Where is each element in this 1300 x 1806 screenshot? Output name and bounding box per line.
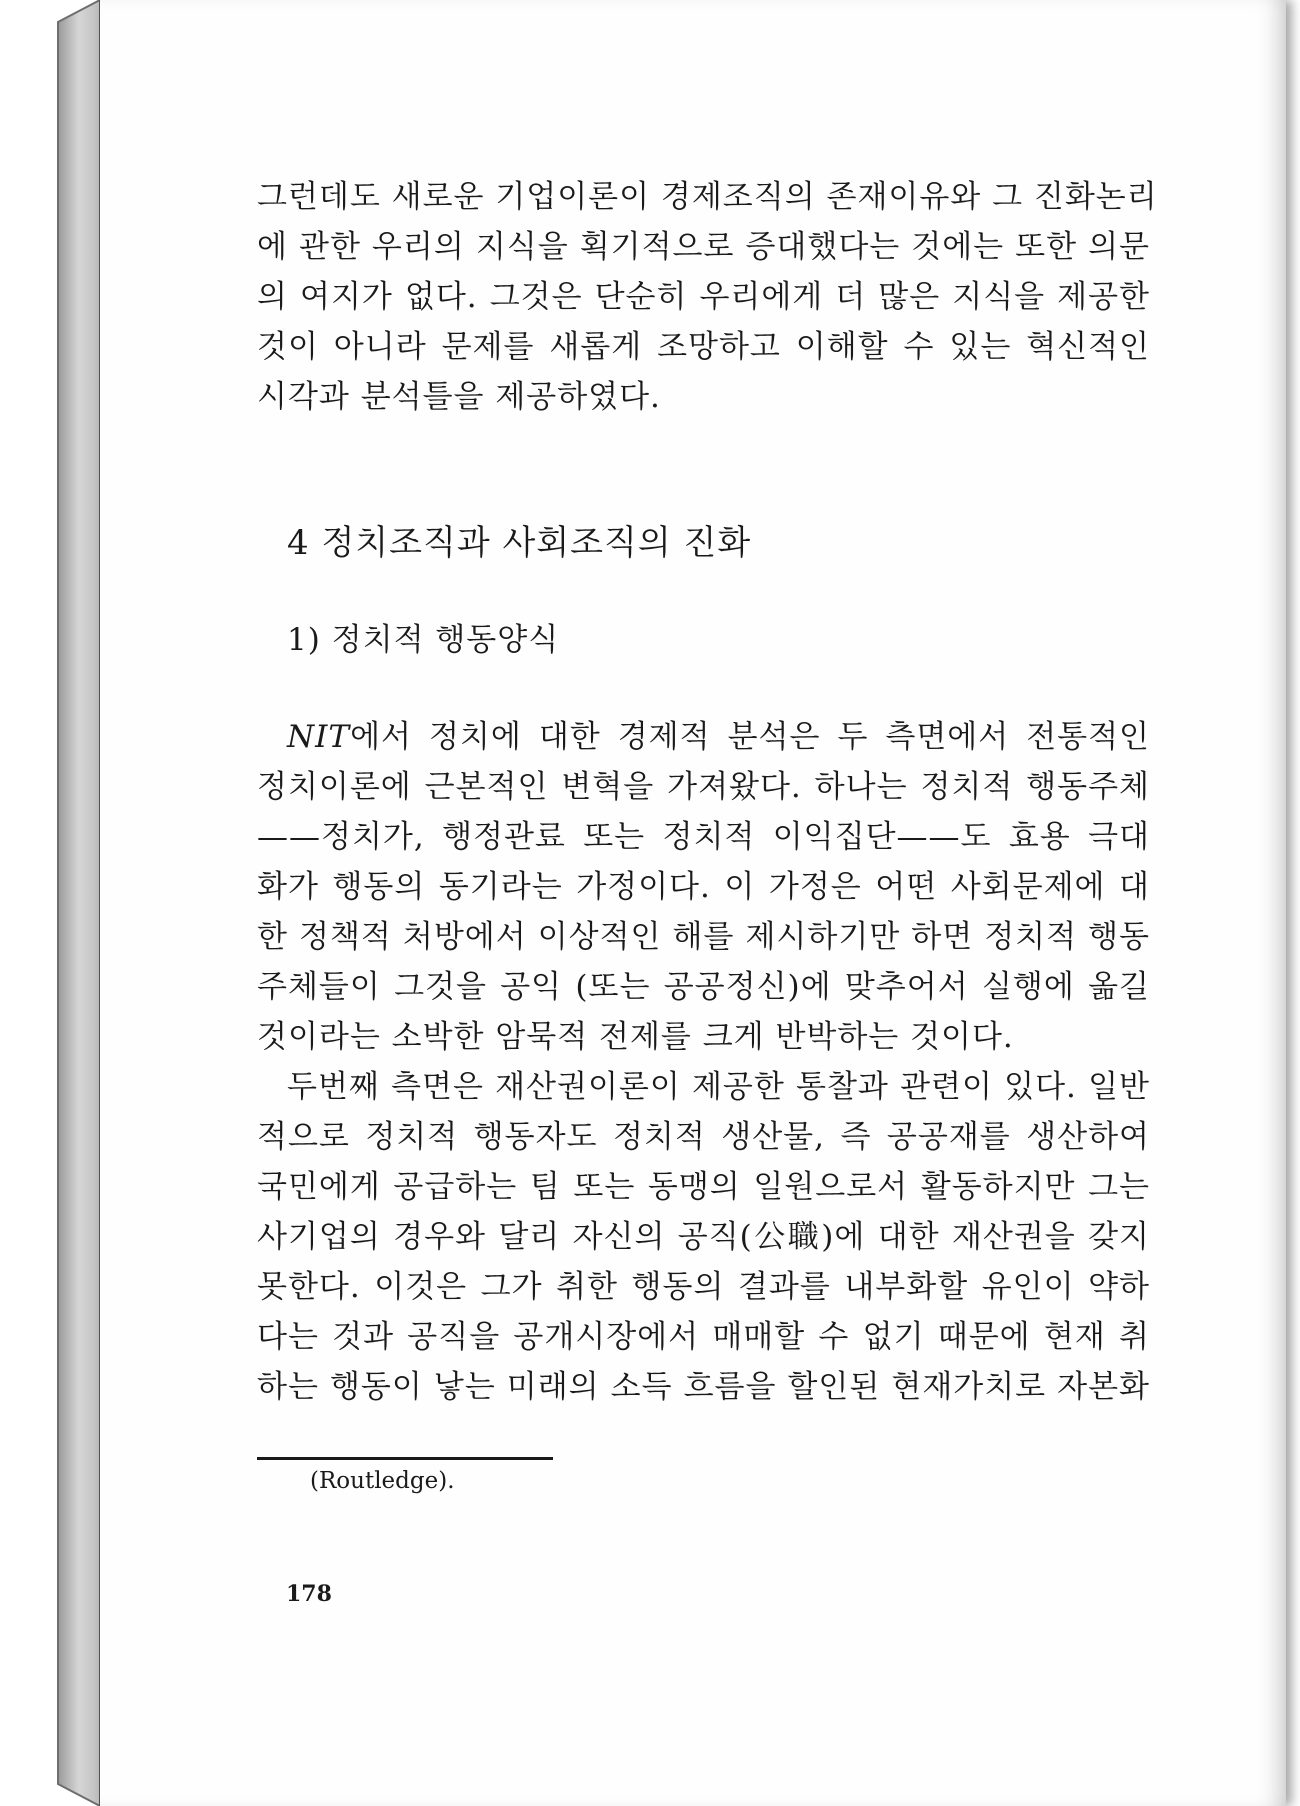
footnote-rule — [257, 1457, 553, 1460]
paragraph-2-line-1 — [257, 712, 1150, 762]
section-heading: 4 정치조직과 사회조직의 진화 — [287, 523, 752, 563]
paragraph-2-line-2: 정치이론에 근본적인 변혁을 가져왔다. 하나는 정치적 행동주체 — [257, 769, 1150, 805]
paragraph-3-line-3: 국민에게 공급하는 팀 또는 동맹의 일원으로서 활동하지만 그는 — [257, 1169, 1150, 1205]
page-number: 178 — [286, 1581, 332, 1607]
paragraph-3-line-7: 하는 행동이 낳는 미래의 소득 흐름을 할인된 현재가치로 자본화 — [257, 1369, 1150, 1405]
footnote-text: (Routledge). — [310, 1468, 455, 1494]
paragraph-3-line-4: 사기업의 경우와 달리 자신의 공직(公職)에 대한 재산권을 갖지 — [257, 1219, 1150, 1255]
paragraph-3-line-2: 적으로 정치적 행동자도 정치적 생산물, 즉 공공재를 생산하여 — [257, 1119, 1150, 1155]
paragraph-3-line-1: 두번째 측면은 재산권이론이 제공한 통찰과 관련이 있다. 일반 — [287, 1069, 1150, 1105]
paragraph-1-line-4: 것이 아니라 문제를 새롭게 조망하고 이해할 수 있는 혁신적인 — [257, 329, 1150, 365]
paragraph-2-line-4: 화가 행동의 동기라는 가정이다. 이 가정은 어떤 사회문제에 대 — [257, 869, 1150, 905]
paragraph-2-line-6: 주체들이 그것을 공익 (또는 공공정신)에 맞추어서 실행에 옮길 — [257, 969, 1150, 1005]
paragraph-3-line-5: 못한다. 이것은 그가 취한 행동의 결과를 내부화할 유인이 약하 — [257, 1269, 1150, 1305]
paragraph-2-line-7: 것이라는 소박한 암묵적 전제를 크게 반박하는 것이다. — [257, 1019, 1014, 1055]
subsection-heading: 1) 정치적 행동양식 — [287, 622, 560, 658]
paragraph-2-line-3: ——정치가, 행정관료 또는 정치적 이익집단——도 효용 극대 — [257, 819, 1150, 855]
paragraph-1 — [257, 172, 1158, 422]
paragraph-2-line-5: 한 정책적 처방에서 이상적인 해를 제시하기만 하면 정치적 행동 — [257, 919, 1150, 955]
paragraph-1-line-2: 에 관한 우리의 지식을 획기적으로 증대했다는 것에는 또한 의문 — [257, 229, 1150, 265]
paragraph-1-line-1: 그런데도 새로운 기업이론이 경제조직의 존재이유와 그 진화논리 — [257, 179, 1158, 215]
paragraph-2 — [257, 712, 1150, 1412]
nit-term: NIT — [287, 719, 351, 755]
paragraph-1-line-3: 의 여지가 없다. 그것은 단순히 우리에게 더 많은 지식을 제공한 — [257, 279, 1150, 315]
paragraph-2-line-1-rest: 에서 정치에 대한 경제적 분석은 두 측면에서 전통적인 — [350, 719, 1150, 755]
paragraph-3-line-6: 다는 것과 공직을 공개시장에서 매매할 수 없기 때문에 현재 취 — [257, 1319, 1150, 1355]
paragraph-1-line-5: 시각과 분석틀을 제공하였다. — [257, 379, 661, 415]
